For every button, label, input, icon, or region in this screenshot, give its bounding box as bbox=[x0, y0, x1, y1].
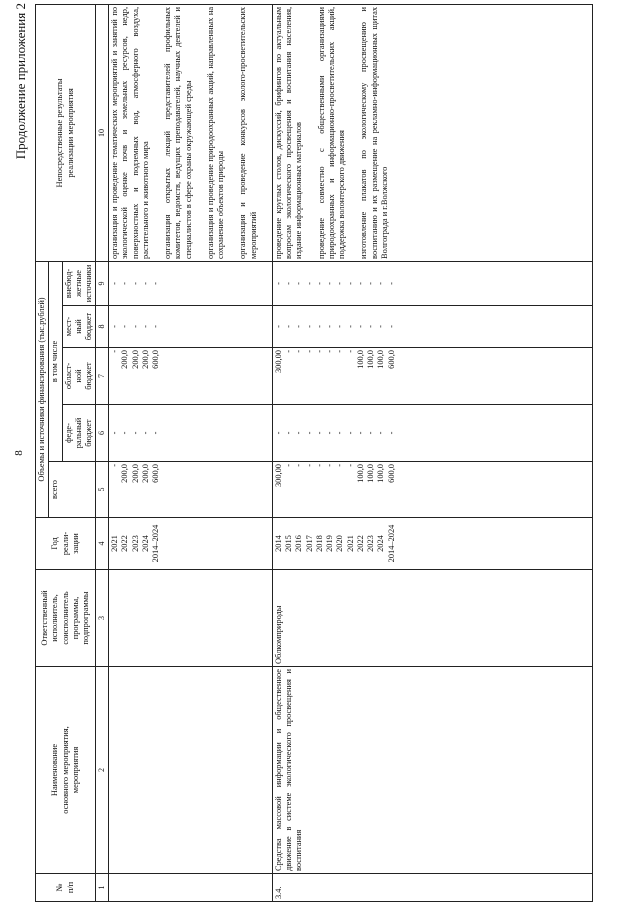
colnum-7: 7 bbox=[96, 348, 109, 405]
colnum-2: 2 bbox=[96, 667, 109, 874]
column-number-row bbox=[96, 4, 109, 901]
cell-local: - - - - - - - - - - - - bbox=[272, 306, 592, 348]
header-local: мест- ный бюджет bbox=[62, 306, 96, 348]
cell-results bbox=[272, 4, 592, 261]
header-extrabudget: внебюд- жетные источники bbox=[62, 261, 96, 305]
appendix-title: Продолжение приложения 2 bbox=[13, 3, 28, 160]
colnum-6: 6 bbox=[96, 405, 109, 462]
header-no: № п/п bbox=[36, 874, 96, 902]
colnum-9: 9 bbox=[96, 261, 109, 305]
cell-years: 2021 2022 2023 2024 2014–2024 bbox=[109, 518, 273, 570]
cell-federal: - - - - - - - - - - - - bbox=[272, 405, 592, 462]
page-number: 8 bbox=[13, 450, 25, 456]
header-year: Год реали- зации bbox=[36, 518, 96, 570]
result-text: проведение совместно с общественными организациями природоохранных и информационно-просветительских акций, поддержка волонтерского движения bbox=[316, 6, 346, 259]
program-table bbox=[35, 4, 593, 902]
cell-total: 300,00 - - - - - - - 100,0 100,0 100,0 600,0 bbox=[272, 462, 592, 518]
cell-federal: - - - - - bbox=[109, 405, 273, 462]
cell-extrabudget: - - - - - - - - - - - - bbox=[272, 261, 592, 305]
cell-responsible: Облкомприроды bbox=[272, 570, 592, 667]
cell-regional: 300,00 - - - - - - - 100,0 100,0 100,0 600,0 bbox=[272, 348, 592, 405]
header-total: всего bbox=[49, 462, 96, 518]
result-text: организация и проведение тематических мероприятий и занятий по экологической оценке почв и земельных ресурсов, недр, поверхностных и подземных вод, атмосферного воздуха, растительного и животного мира bbox=[110, 6, 150, 259]
result-text: организация и проведение природоохранных акций, направленных на сохранение объектов природы bbox=[205, 6, 225, 259]
table-row-continued bbox=[109, 4, 273, 901]
result-text: изготовление плакатов по экологическому просвещению и воспитанию и их размещение на рекламно-информационных щитах Волгограда и г.Волжского bbox=[359, 6, 389, 259]
colnum-8: 8 bbox=[96, 306, 109, 348]
result-text: организация открытых лекций представителей профильных комитетов, ведомств, ведущих преподавателей, научных деятелей и специалистов в сфере охраны окружающей среды bbox=[163, 6, 193, 259]
cell-total: - 200,0 200,0 200,0 600,0 bbox=[109, 462, 273, 518]
colnum-3: 3 bbox=[96, 570, 109, 667]
header-responsible: Ответственный исполнитель, соисполнитель программы, подпрограммы bbox=[36, 570, 96, 667]
result-text: проведение круглых столов, дискуссий, брифингов по актуальным вопросам экологического просвещения и воспитания населения, издание информационных материалов bbox=[273, 6, 304, 259]
cell-no: 3.4. bbox=[272, 874, 592, 902]
header-including: в том числе bbox=[49, 261, 62, 461]
colnum-5: 5 bbox=[96, 462, 109, 518]
header-name: Наименование основного мероприятия, мероприятия bbox=[36, 667, 96, 874]
cell-years: 2014 2015 2016 2017 2018 2019 2020 2021 2022 2023 2024 2014–2024 bbox=[272, 518, 592, 570]
header-federal: феде- ральный бюджет bbox=[62, 405, 96, 462]
cell-regional: - 200,0 200,0 200,0 600,0 bbox=[109, 348, 273, 405]
cell-name: Средства массовой информации и общественное движение в системе экологического просвещения и воспитания bbox=[272, 667, 592, 874]
header-row-1 bbox=[36, 4, 49, 901]
cell-no bbox=[109, 874, 273, 902]
cell-local: - - - - - bbox=[109, 306, 273, 348]
result-text: организация и проведение конкурсов эколого-просветительских мероприятий bbox=[238, 6, 258, 259]
cell-responsible bbox=[109, 570, 273, 667]
header-regional: област- ной бюджет bbox=[62, 348, 96, 405]
header-results: Непосредственные результаты реализации мероприятия bbox=[36, 4, 96, 261]
cell-extrabudget: - - - - - bbox=[109, 261, 273, 305]
colnum-10: 10 bbox=[96, 4, 109, 261]
cell-name bbox=[109, 667, 273, 874]
rotated-page bbox=[5, 3, 635, 903]
colnum-1: 1 bbox=[96, 874, 109, 902]
header-funding: Объемы и источники финансирования (тыс.рублей) bbox=[36, 261, 49, 517]
colnum-4: 4 bbox=[96, 518, 109, 570]
cell-results bbox=[109, 4, 273, 261]
table-row-3-4 bbox=[272, 4, 592, 901]
